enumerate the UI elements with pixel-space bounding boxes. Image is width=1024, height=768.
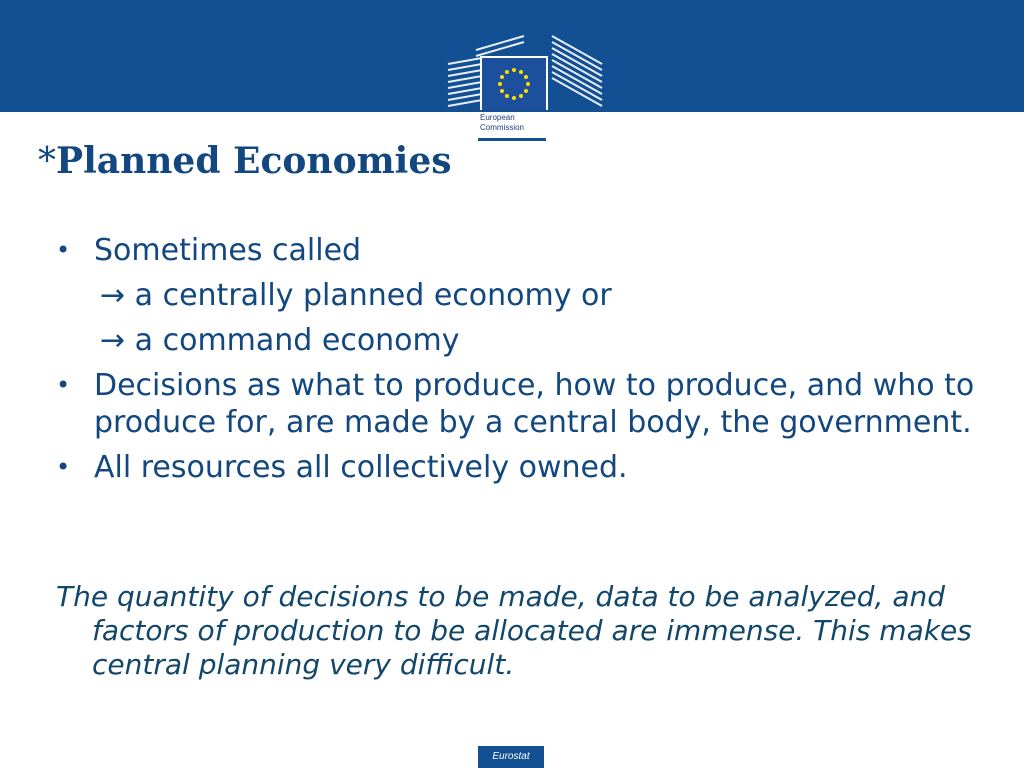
sub-item: → a command economy — [100, 323, 460, 358]
logo-line-2: Commission — [480, 123, 525, 132]
bullet-item — [56, 367, 976, 441]
bullet-text: All resources all collectively owned. — [94, 450, 628, 485]
bullet-dot-icon: • — [56, 453, 71, 481]
title-text: Planned Economies — [56, 140, 452, 182]
footer-badge: Eurostat — [478, 746, 544, 768]
european-commission-logo — [446, 30, 604, 142]
logo-wordmark — [480, 113, 524, 133]
bullet-list — [56, 232, 976, 486]
sub-item: → a centrally planned economy or — [100, 278, 612, 313]
logo-underline — [478, 138, 546, 141]
commission-building-icon — [446, 30, 604, 110]
bullet-item — [56, 232, 976, 269]
bullet-item — [56, 449, 976, 486]
bullet-text: Decisions as what to produce, how to produce, and who to produce for, are made by a central body, the government. — [94, 368, 975, 440]
italic-note: The quantity of decisions to be made, data to be analyzed, and factors of production to be allocated are immense. This makes central planning very difficult. — [56, 580, 972, 681]
logo-line-1: European — [480, 113, 515, 122]
bullet-text: Sometimes called — [94, 233, 362, 268]
bullet-dot-icon: • — [56, 371, 71, 399]
bullet-dot-icon: • — [56, 236, 71, 264]
title-asterisk: * — [38, 141, 56, 182]
slide-title — [38, 140, 452, 182]
